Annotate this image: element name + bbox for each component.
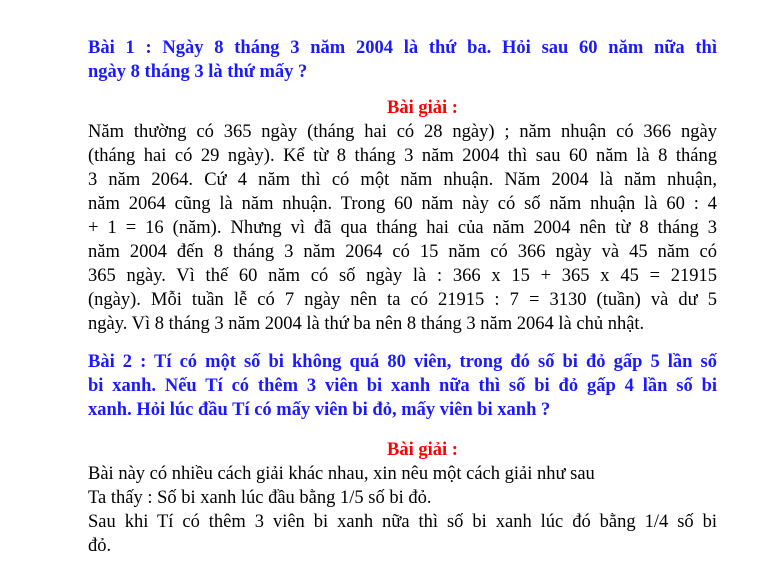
solution-1-heading: Bài giải : (387, 98, 458, 118)
solution-1-line: năm 2004 đến 8 tháng 3 năm 2064 có 15 năm có 366 ngày và 45 năm có (88, 242, 717, 262)
solution-2-line: Bài này có nhiều cách giải khác nhau, xin nêu một cách giải như sau (88, 464, 595, 484)
solution-1-line: + 1 = 16 (năm). Nhưng vì đã qua tháng hai của năm 2004 nên từ 8 tháng 3 (88, 218, 717, 238)
problem-1-line: ngày 8 tháng 3 là thứ mấy ? (88, 62, 308, 82)
problem-2-line: xanh. Hỏi lúc đầu Tí có mấy viên bi đỏ, mấy viên bi xanh ? (88, 400, 551, 420)
solution-1-line: ngày. Vì 8 tháng 3 năm 2004 là thứ ba nên 8 tháng 3 năm 2064 là chủ nhật. (88, 314, 645, 334)
solution-2-body (88, 462, 717, 558)
document-page (88, 36, 717, 558)
problem-1 (88, 36, 717, 84)
problem-1-line: Bài 1 : Ngày 8 tháng 3 năm 2004 là thứ ba. Hỏi sau 60 năm nữa thì (88, 38, 717, 58)
problem-2 (88, 350, 717, 422)
solution-2-line: Ta thấy : Số bi xanh lúc đầu bằng 1/5 số bi đỏ. (88, 488, 432, 508)
solution-1-line: Năm thường có 365 ngày (tháng hai có 28 ngày) ; năm nhuận có 366 ngày (88, 122, 717, 142)
solution-2-heading: Bài giải : (387, 440, 458, 460)
problem-2-line: Bài 2 : Tí có một số bi không quá 80 viên, trong đó số bi đỏ gấp 5 lần số (88, 352, 717, 372)
solution-1-line: 365 ngày. Vì thế 60 năm có số ngày là : 366 x 15 + 365 x 45 = 21915 (88, 266, 717, 286)
solution-1-line: (tháng hai có 29 ngày). Kể từ 8 tháng 3 năm 2004 thì sau 60 năm là 8 tháng (88, 146, 717, 166)
solution-1-line: (ngày). Mỗi tuần lễ có 7 ngày nên ta có 21915 : 7 = 3130 (tuần) và dư 5 (88, 290, 717, 310)
solution-1-body (88, 120, 717, 336)
problem-2-line: bi xanh. Nếu Tí có thêm 3 viên bi xanh nữa thì số bi đỏ gấp 4 lần số bi (88, 376, 717, 396)
solution-2-line: đỏ. (88, 536, 112, 556)
solution-2-line: Sau khi Tí có thêm 3 viên bi xanh nữa thì số bi xanh lúc đó bằng 1/4 số bi (88, 512, 717, 532)
solution-1-line: năm 2064 cũng là năm nhuận. Trong 60 năm này có số năm nhuận là 60 : 4 (88, 194, 717, 214)
solution-1-line: 3 năm 2064. Cứ 4 năm thì có một năm nhuận. Năm 2004 là năm nhuận, (88, 170, 717, 190)
